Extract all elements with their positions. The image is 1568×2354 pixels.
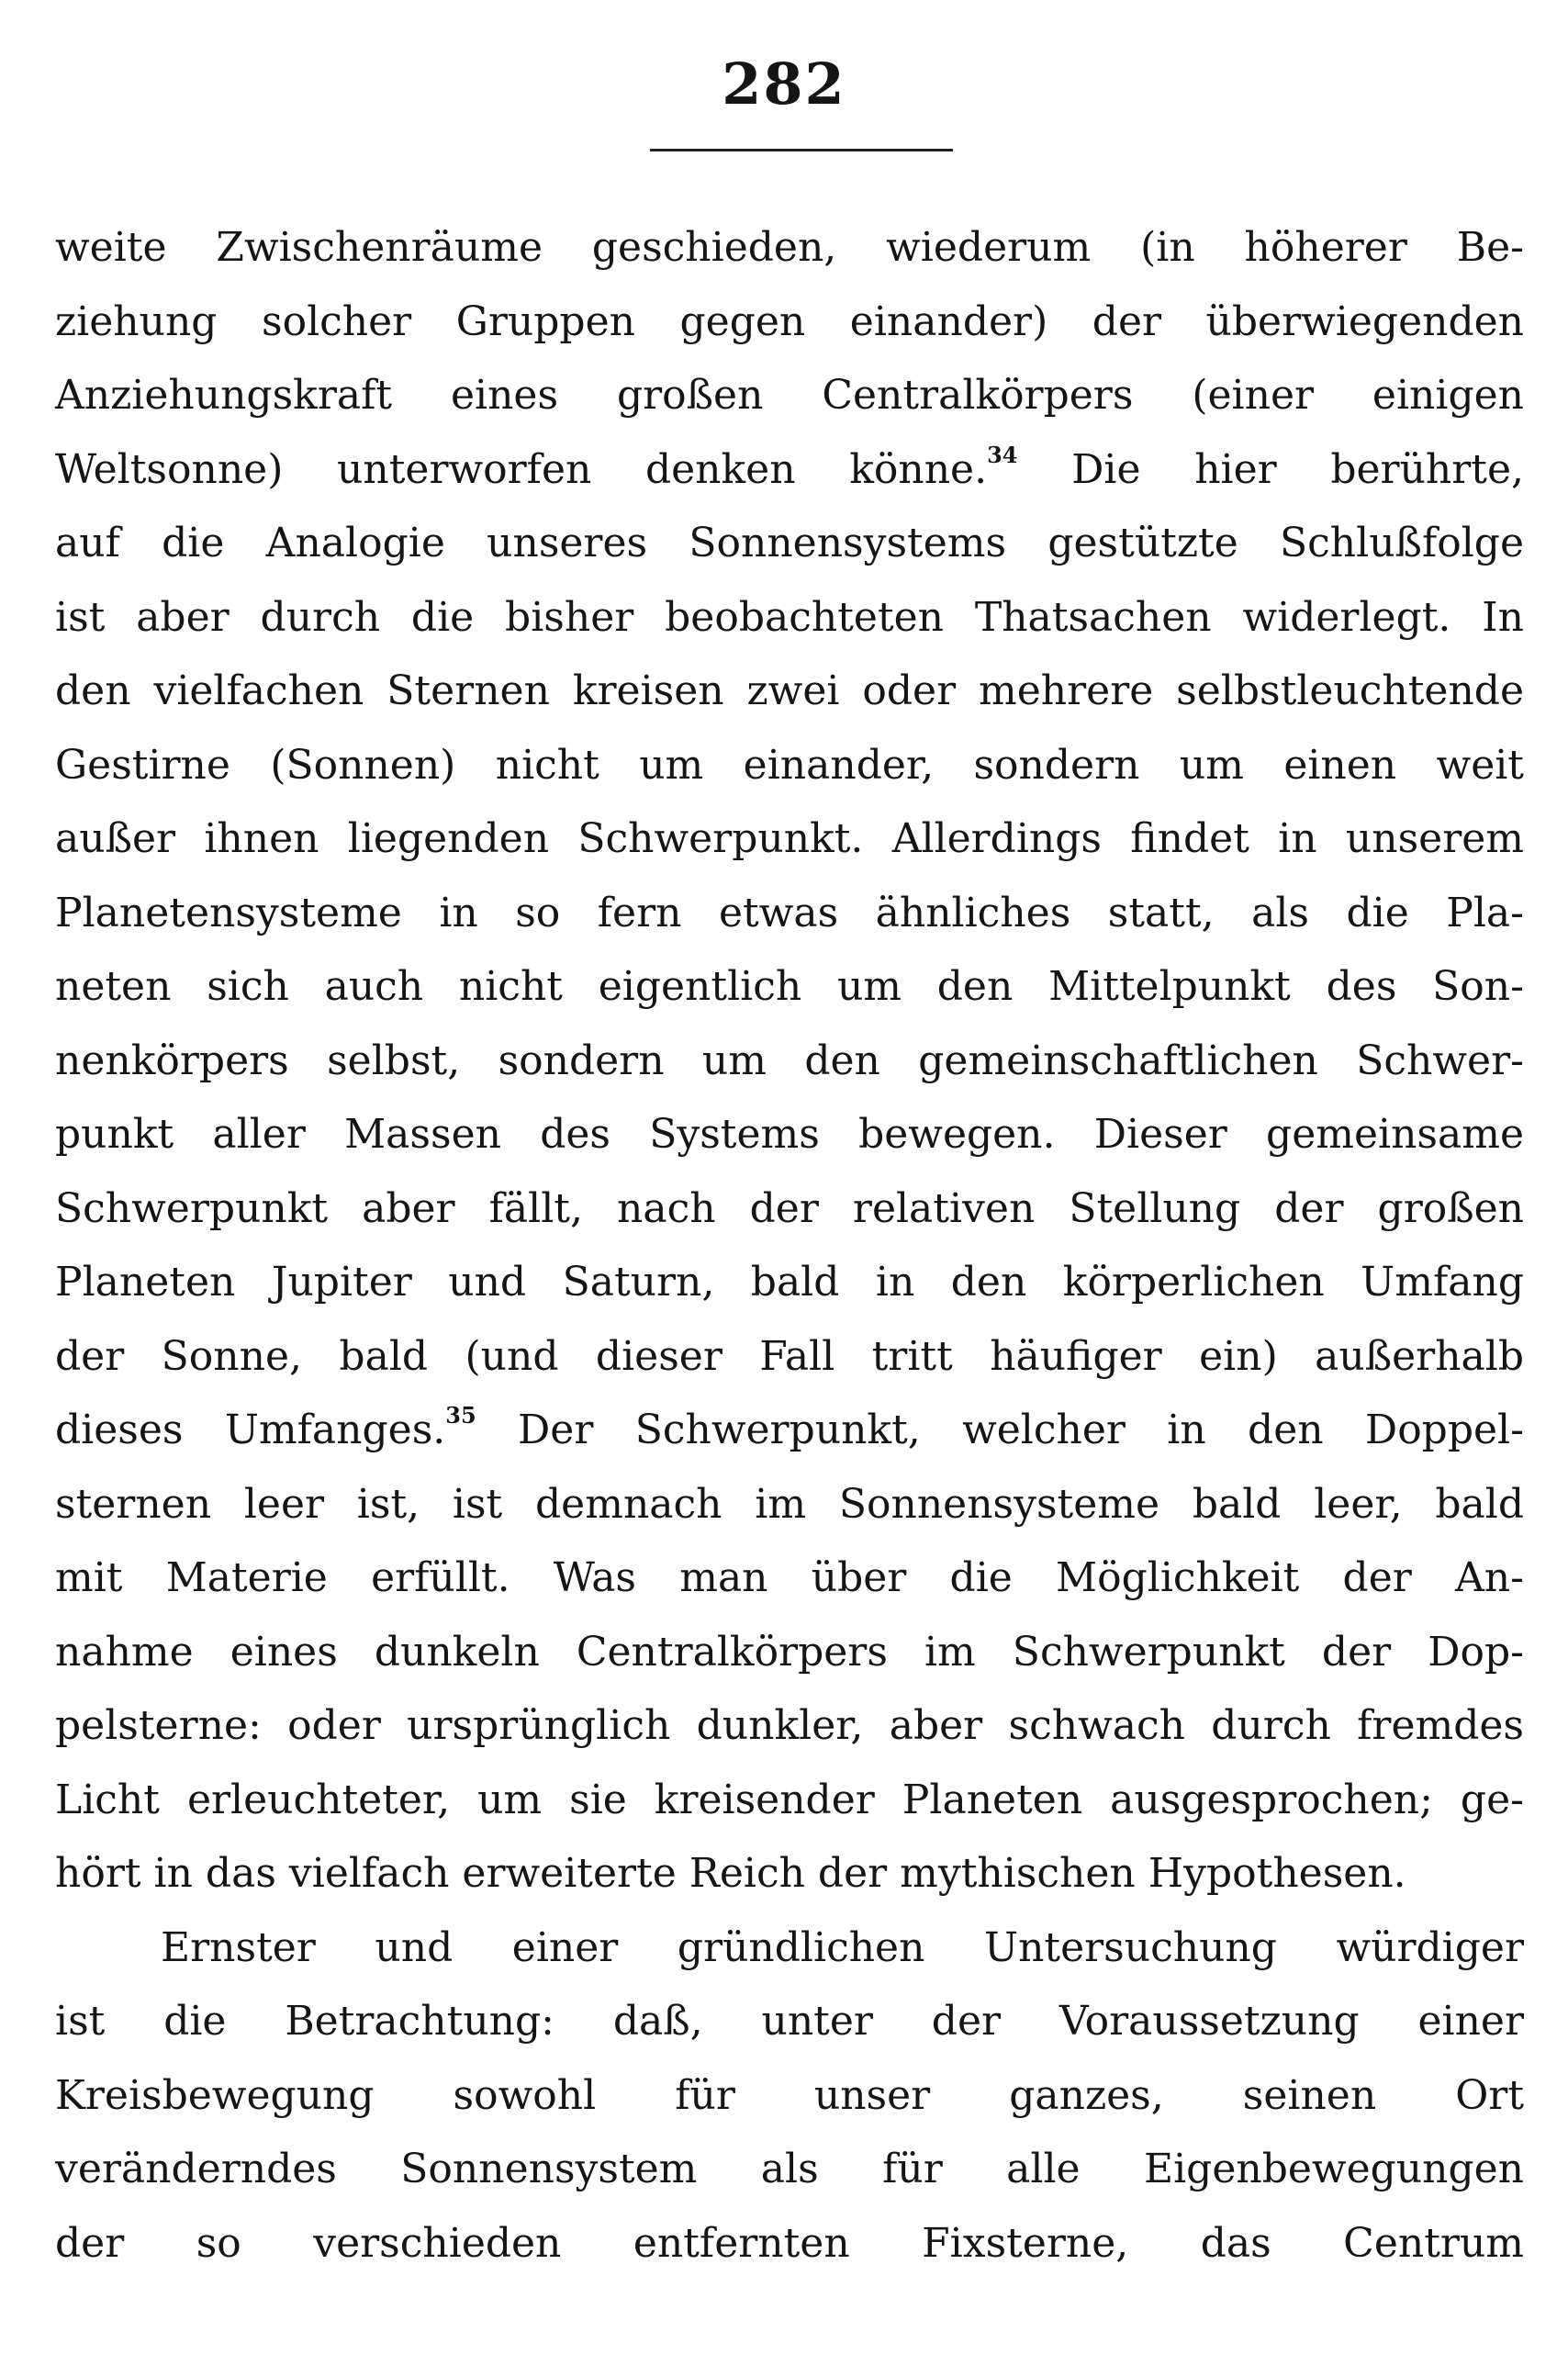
text-line: neten sich auch nicht eigentlich um den Mittelpunkt des Son- [55, 963, 1524, 1010]
text-line: Kreisbewegung sowohl für unser ganzes, seinen Ort [55, 2071, 1524, 2119]
text-line: der so verschieden entfernten Fixsterne, das Centrum [55, 2219, 1524, 2267]
page-number: 282 [722, 50, 846, 118]
text-line: pelsterne: oder ursprünglich dunkler, aber schwach durch fremdes [55, 1702, 1524, 1749]
text-line: nahme eines dunkeln Centralkörpers im Schwerpunkt der Dop- [55, 1628, 1524, 1676]
body-text [55, 211, 1524, 2281]
text-line: nenkörpers selbst, sondern um den gemeinschaftlichen Schwer- [55, 1037, 1524, 1084]
text-line: dieses Umfanges.$^{35}$ Der Schwerpunkt, welcher in den Doppel- [55, 1402, 1524, 1453]
text-line: ist aber durch die bisher beobachteten Thatsachen widerlegt. In [55, 593, 1524, 641]
text-line: hört in das vielfach erweiterte Reich der mythischen Hypothesen. [55, 1850, 1406, 1897]
text-line: Weltsonne) unterworfen denken könne.$^{34}$ Die hier berührte, [55, 441, 1524, 493]
text-line: weite Zwischenräume geschieden, wiederum (in höherer Be- [55, 224, 1524, 271]
text-line: auf die Analogie unseres Sonnensystems gestützte Schlußfolge [55, 520, 1524, 566]
text-line: punkt aller Massen des Systems bewegen. Dieser gemeinsame [55, 1111, 1524, 1158]
paragraph-start-line: Ernster und einer gründlichen Untersuchung würdiger [161, 1923, 1524, 1971]
text-line: Licht erleuchteter, um sie kreisender Planeten ausgesprochen; ge- [55, 1776, 1524, 1823]
text-line: Planetensysteme in so fern etwas ähnliches statt, als die Pla- [55, 889, 1524, 936]
text-line: den vielfachen Sternen kreisen zwei oder mehrere selbstleuchtende [55, 667, 1524, 714]
text-line: Planeten Jupiter und Saturn, bald in den körperlichen Umfang [55, 1259, 1524, 1306]
text-line: Schwerpunkt aber fällt, nach der relativen Stellung der großen [55, 1184, 1524, 1232]
footnote-marker: 35 [445, 1402, 476, 1429]
header-rule [650, 149, 953, 151]
text-line: ist die Betrachtung: daß, unter der Voraussetzung einer [55, 1998, 1524, 2045]
text-line: außer ihnen liegenden Schwerpunkt. Allerdings findet in unserem [55, 815, 1524, 862]
text-line: mit Materie erfüllt. Was man über die Möglichkeit der An- [55, 1554, 1524, 1601]
text-line: der Sonne, bald (und dieser Fall tritt häufiger ein) außerhalb [55, 1332, 1524, 1380]
text-line: ziehung solcher Gruppen gegen einander) der überwiegenden [55, 297, 1524, 345]
text-line: Anziehungskraft eines großen Centralkörpers (einer einigen [55, 372, 1524, 419]
text-line: veränderndes Sonnensystem als für alle Eigenbewegungen [55, 2146, 1524, 2192]
footnote-marker: 34 [987, 441, 1018, 468]
text-line: sternen leer ist, ist demnach im Sonnensysteme bald leer, bald [55, 1480, 1524, 1528]
text-line: Gestirne (Sonnen) nicht um einander, sondern um einen weit [55, 741, 1524, 789]
